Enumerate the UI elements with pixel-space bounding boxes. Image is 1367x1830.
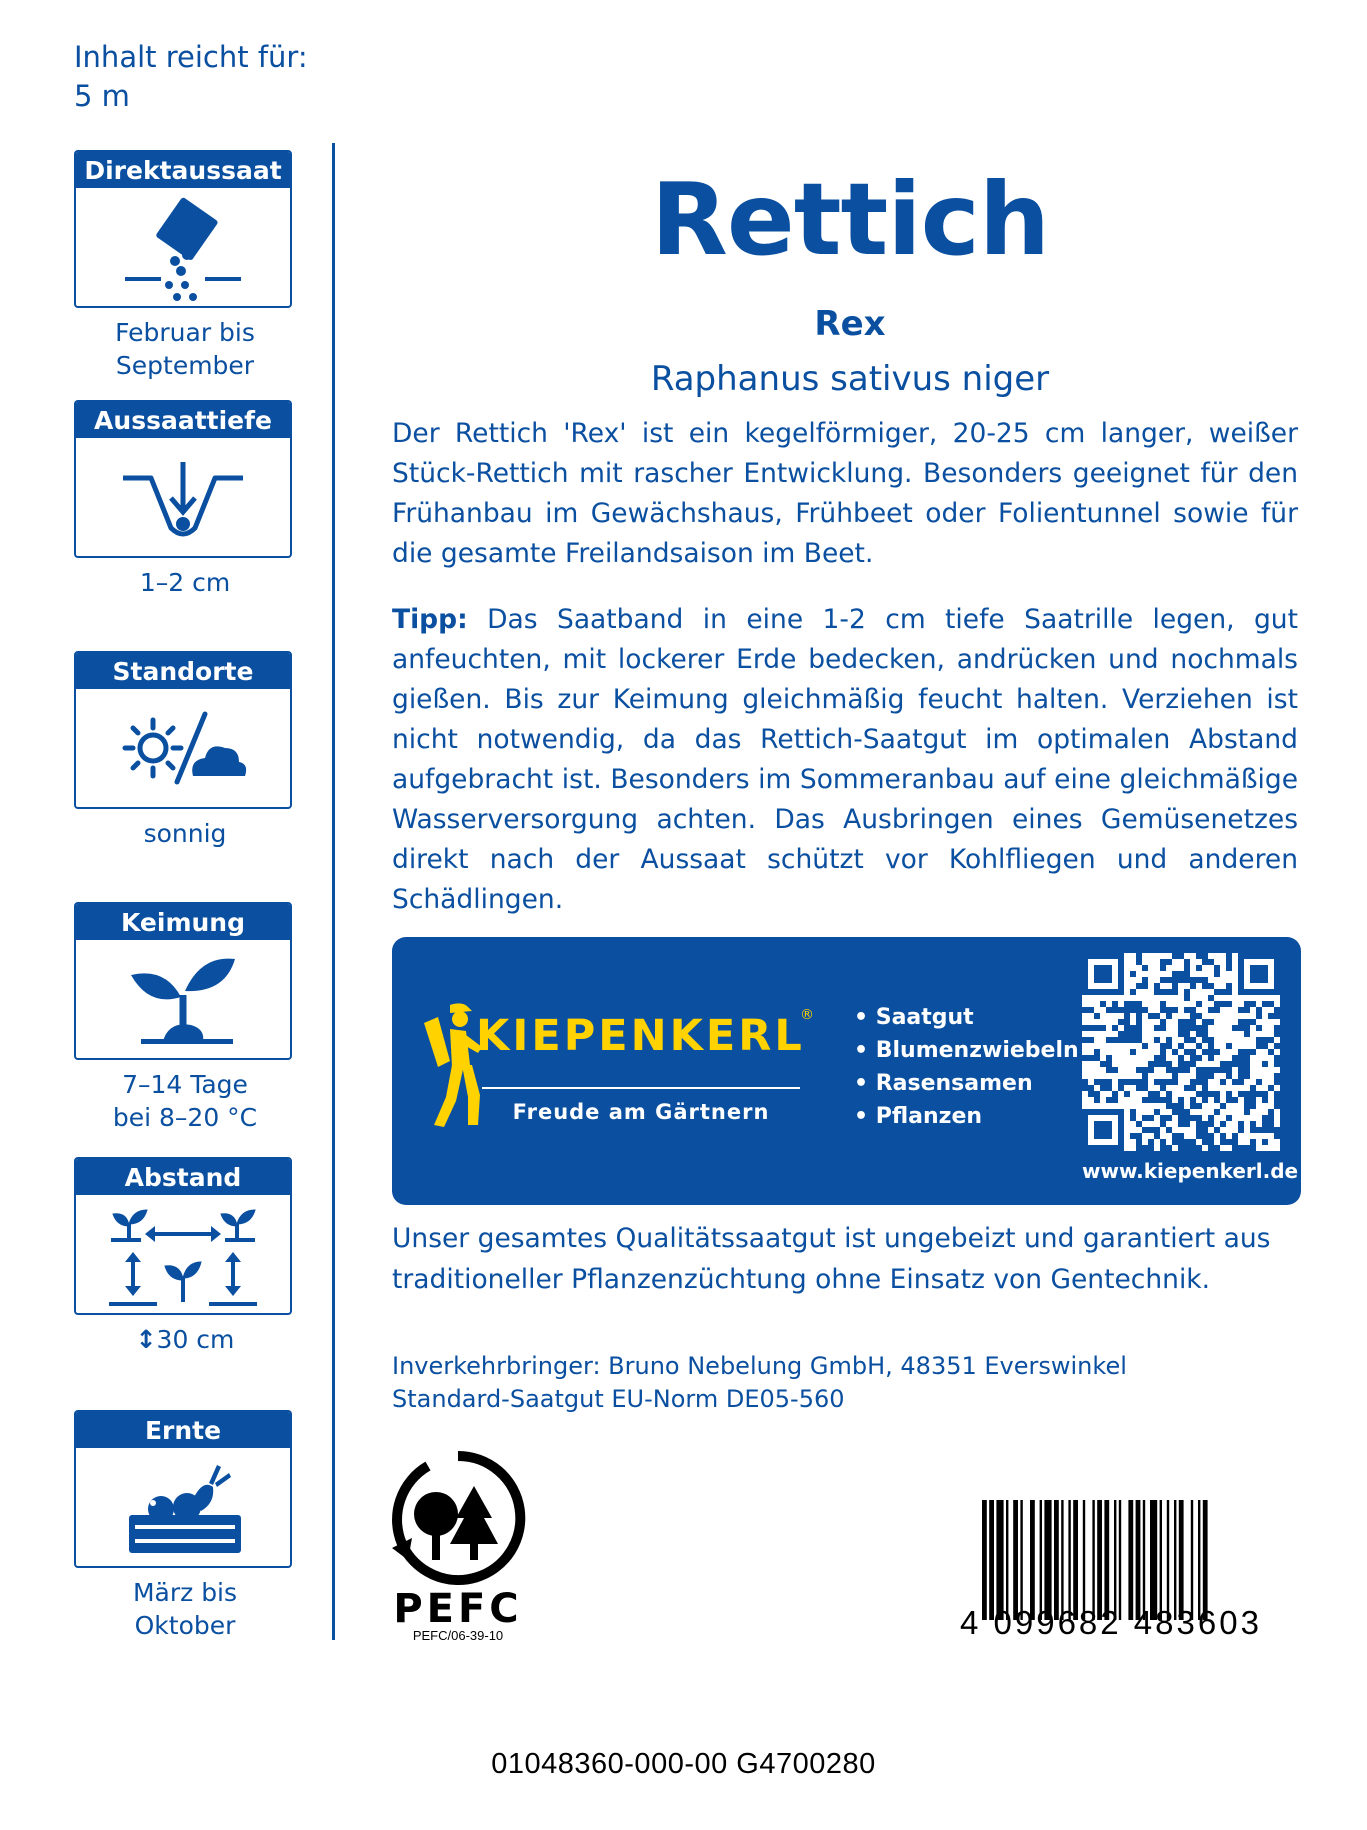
brand-slogan: Freude am Gärtnern [512,1100,770,1124]
card-text: Februar bis [115,318,255,347]
content-amount [74,38,308,116]
legal-info [392,1350,1127,1416]
tip-text: Das Saatband in eine 1-2 cm tiefe Saatrille legen, gut anfeuchten, mit lockerer Erde bedecken, andrücken und nochmals gießen. Bis zur Keimung gleichmäßig feucht halten. Verziehen ist nicht notwendig, da das Rettich-Saatgut im optimalen Abstand aufgebracht ist. Besonders im Sommeranbau auf eine gleichmäßige Wasserversorgung achten. Das Ausbringen eines Gemüsenetzes direkt nach der Aussaat schützt vor Kohlfliegen und anderen Schädlingen. [392,604,1298,915]
qr-code-icon[interactable] [1082,953,1280,1151]
botanical-name: Raphanus sativus niger [650,359,1050,399]
list-item: • Pflanzen [854,1104,983,1129]
pefc-label: PEFC [393,1586,523,1632]
pefc-code: PEFC/06-39-10 [412,1628,504,1643]
card-title: Keimung [76,904,290,940]
seedling-icon [113,945,253,1055]
barcode-number: 4 099682 483603 [960,1604,1262,1641]
sun-cloud-icon [113,704,253,794]
card-text: Oktober [134,1611,236,1640]
product-category-list [854,1001,1079,1133]
tip-label: Tipp: [392,604,468,635]
barcode-icon [982,1500,1282,1620]
card-text: 7–14 Tage [122,1070,248,1099]
brand-underline [482,1087,800,1089]
info-card-location [74,651,296,850]
info-card-harvest [74,1410,296,1642]
harvest-crate-icon [113,1453,253,1563]
list-item: • Blumenzwiebeln [854,1038,1079,1063]
product-description: Der Rettich 'Rex' ist ein kegelförmiger, 20-25 cm langer, weißer Stück-Rettich mit rascher Entwicklung. Besonders geeignet für den Frühanbau im Gewächshaus, Frühbeet oder Folientunnel sowie für die gesamte Freilandsaison im Beet. [392,418,1298,569]
card-title: Abstand [76,1159,290,1195]
sowing-depth-icon [113,448,253,548]
card-title: Standorte [76,653,290,689]
card-text: bei 8–20 °C [112,1103,258,1132]
sowing-icon [113,193,253,303]
info-card-sowing-depth [74,400,296,599]
list-item: • Rasensamen [854,1071,1033,1096]
card-title: Aussaattiefe [76,402,290,438]
tip-paragraph [392,600,1298,920]
content-amount-value: 5 m [74,79,130,113]
print-code: 01048360-000-00 G4700280 [491,1748,876,1780]
info-card-direct-sowing [74,150,296,382]
brand-name: KIEPENKERL [476,1011,805,1061]
card-text: März bis [132,1578,238,1607]
brand-banner [392,937,1301,1205]
card-title: Ernte [76,1412,290,1448]
info-card-spacing [74,1157,296,1356]
card-text: 1–2 cm [139,568,231,597]
distributor-line: Inverkehrbringer: Bruno Nebelung GmbH, 48351 Everswinkel [392,1352,1127,1380]
vertical-arrow-icon: ↕ [135,1325,157,1354]
spacing-icon [103,1200,263,1310]
column-divider [332,143,335,1640]
info-card-germination [74,902,296,1134]
card-text: 30 cm [156,1325,235,1354]
quality-statement: Unser gesamtes Qualitätssaatgut ist ungebeizt und garantiert aus traditioneller Pflanzenzüchtung ohne Einsatz von Gentechnik. [392,1223,1271,1295]
website-link[interactable]: www.kiepenkerl.de [1082,1159,1299,1183]
product-variety: Rex [814,304,886,344]
content-amount-label: Inhalt reicht für: [74,40,308,74]
seed-standard-line: Standard-Saatgut EU-Norm DE05-560 [392,1385,845,1413]
product-title: Rettich [650,161,1050,278]
card-title: Direktaussaat [76,152,290,188]
card-text: September [115,351,255,380]
list-item: • Saatgut [854,1005,974,1030]
card-text: sonnig [143,819,227,848]
registered-mark: ® [800,1007,814,1023]
